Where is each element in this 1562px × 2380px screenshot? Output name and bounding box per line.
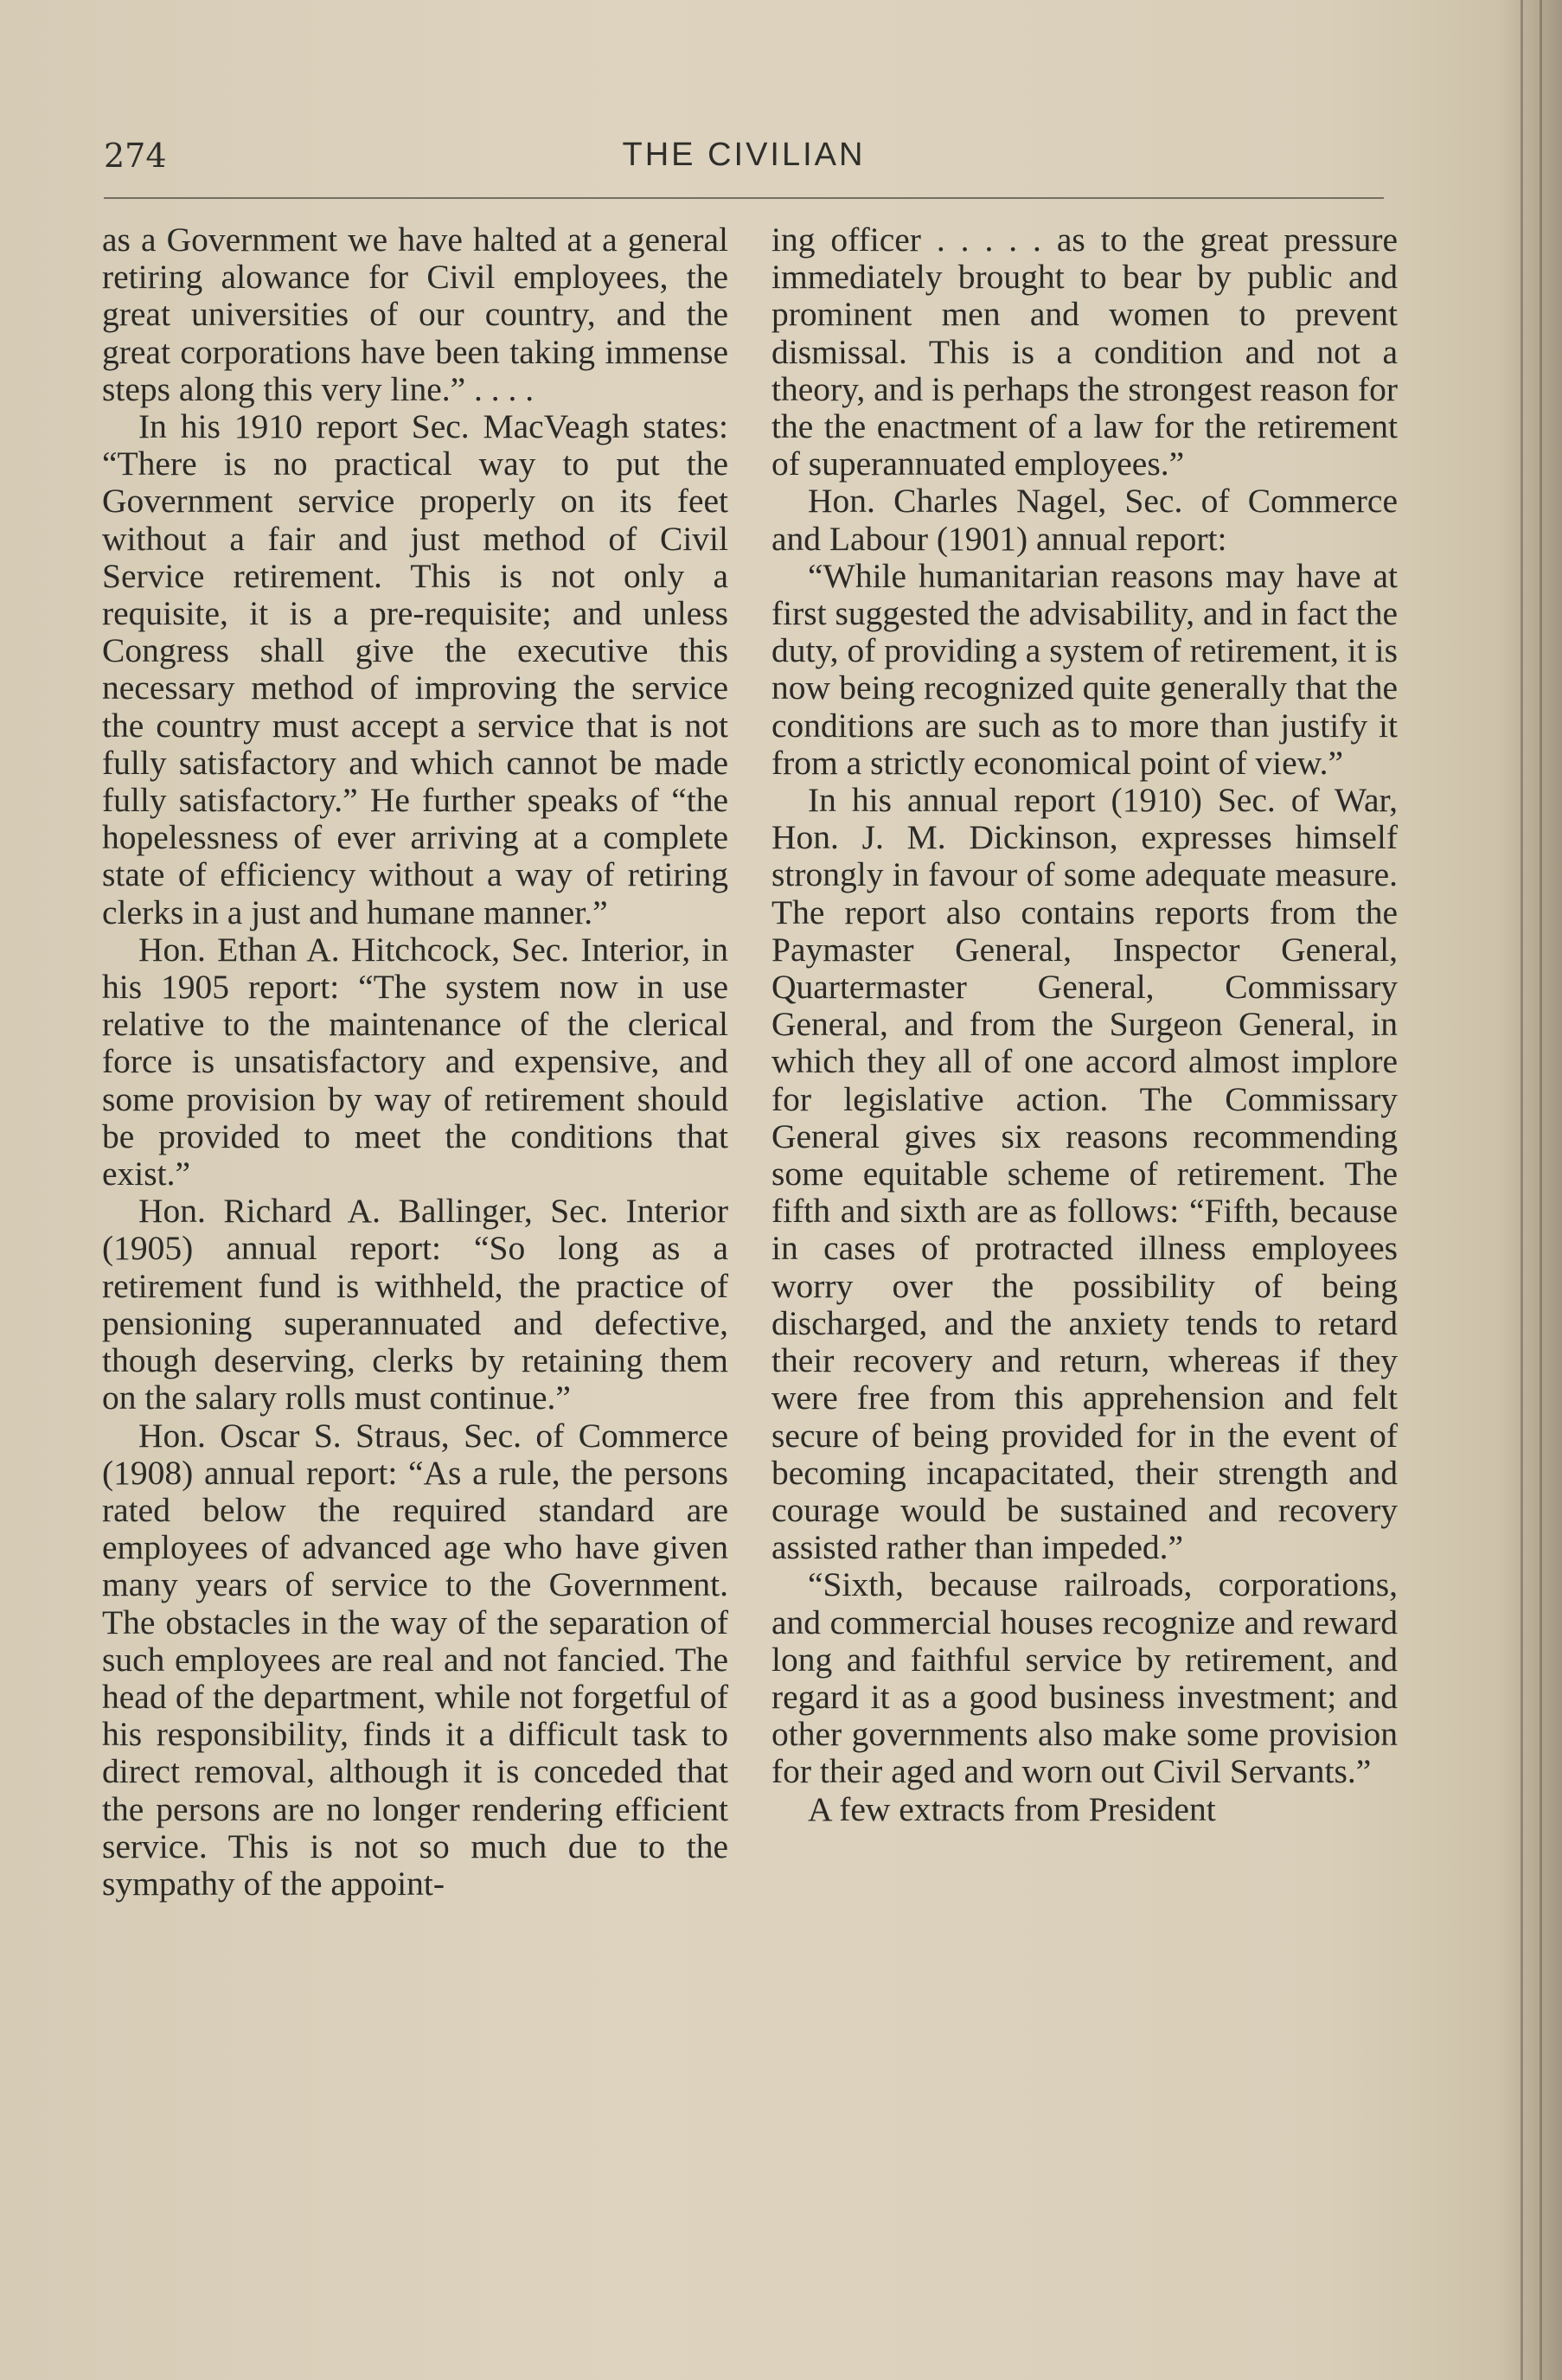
paragraph: Hon. Ethan A. Hitchcock, Sec. Interior, in his 1905 report: “The system now in use relative to the maintenance of the clerical force is unsatisfactory and expensive, and some provision by way of retirement should be provided to meet the conditions that exist.”	[102, 930, 728, 1193]
paragraph: In his annual report (1910) Sec. of War, Hon. J. M. Dickinson, expresses himself strongly in favour of some adequate measure. The report also contains reports from the Paymaster General, Inspector General, Quartermaster General, Commissary General, and from the Surgeon General, in which they all of one accord almost implore for legislative action. The Commissary General gives six reasons recommending some equitable scheme of retirement. The fifth and sixth are as follows: “Fifth, because in cases of protracted illness employees worry over the possibility of being discharged, and the anxiety tends to retard their recovery and return, whereas if they were free from this apprehension and felt secure of being provided for in the event of becoming incapacitated, their strength and courage would be sustained and recovery assisted rather than impeded.”	[771, 781, 1398, 1567]
paragraph: In his 1910 report Sec. MacVeagh states: “There is no practical way to put the Government service properly on its feet without a fair and just method of Civil Service retirement. This is not only a requisite, it is a pre-requisite; and unless Congress shall give the executive this necessary method of improving the service the country must accept a service that is not fully satisfactory and which cannot be made fully satisfactory.” He further speaks of “the hopelessness of ever arriving at a complete state of efficiency without a way of retiring clerks in a just and humane manner.”	[102, 407, 728, 931]
paragraph: Hon. Charles Nagel, Sec. of Commerce and Labour (1901) annual report:	[771, 482, 1398, 558]
paragraph: A few extracts from President	[808, 1789, 1216, 1828]
page-header	[104, 137, 1384, 189]
quoted-paragraph: “Sixth, because railroads, corporations, and commercial houses recognize and reward long and faithful service by retirement, and regard it as a good business investment; and other governments also make some provision for their aged and worn out Civil Servants.”	[771, 1565, 1398, 1791]
page-gutter-shadow	[1501, 0, 1562, 2380]
left-column	[102, 221, 728, 1903]
page-edge-line	[1540, 0, 1542, 2380]
paragraph: ing officer . . . . . as to the great pressure immediately brought to bear by public and prominent men and women to prevent dismissal. This is a condition and not a theory, and is perhaps the strongest reason for the the enactment of a law for the retirement of superannuated employees.”	[771, 221, 1398, 483]
paragraph: Hon. Richard A. Ballinger, Sec. Interior (1905) annual report: “So long as a retirement fund is withheld, the practice of pensioning superannuated and defective, though deserving, clerks by retaining them on the salary rolls must continue.”	[102, 1192, 728, 1417]
paragraph: as a Government we have halted at a general retiring alowance for Civil employees, the great universities of our country, and the great corporations have been taking immense steps along this very line.” . . . .	[102, 221, 728, 408]
quoted-paragraph: “While humanitarian reasons may have at first suggested the advisability, and in fact the duty, of providing a system of retirement, it is now being recognized quite generally that the conditions are such as to more than justify it from a strictly economical point of view.”	[771, 556, 1398, 782]
right-column	[771, 221, 1398, 1828]
header-rule	[104, 197, 1384, 199]
page-number: 274	[104, 137, 167, 175]
page-edge-line	[1520, 0, 1523, 2380]
paragraph: Hon. Oscar S. Straus, Sec. of Commerce (1908) annual report: “As a rule, the persons rated below the required standard are employees of advanced age who have given many years of service to the Government. The obstacles in the way of the separation of such employees are real and not fancied. The head of the department, while not forgetful of his responsibility, finds it a difficult task to direct removal, although it is conceded that the persons are no longer rendering efficient service. This is not so much due to the sympathy of the appoint-	[102, 1416, 728, 1903]
running-title: THE CIVILIAN	[622, 137, 866, 173]
